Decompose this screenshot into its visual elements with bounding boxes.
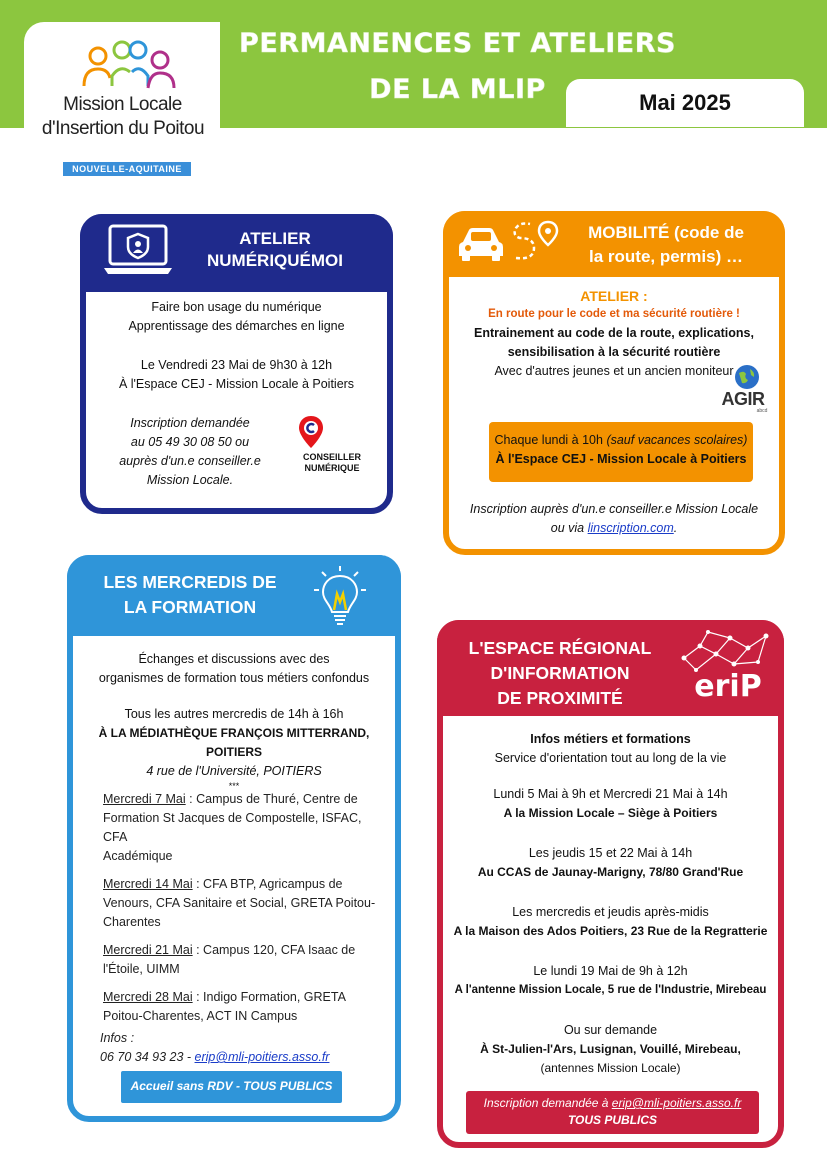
erip-inscription (466, 1095, 759, 1129)
card-formation-title (80, 570, 300, 620)
formation-date-text: : Indigo Formation, GRETA (192, 990, 346, 1004)
card-mobilite-title-line2: la route, permis) … (589, 247, 743, 266)
formation-date-text: : Campus de Thuré, Centre de (185, 792, 358, 806)
erip-session-where: A la Maison des Ados Poitiers, 23 Rue de la Regratterie (453, 924, 768, 938)
formation-date: Mercredi 7 Mai (103, 792, 186, 806)
route-pin-icon (510, 218, 562, 264)
mobilite-inscr-line2 (449, 519, 779, 538)
card-erip-title-line3: DE PROXIMITÉ (497, 688, 623, 708)
badge-line2: NUMÉRIQUE (304, 463, 360, 473)
formation-infos-label: Infos : (100, 1031, 135, 1045)
formation-date-text: : CFA BTP, Agricampus de (192, 877, 343, 891)
erip-desc-line2: Service d'orientation tout au long de la vie (494, 751, 727, 765)
formation-date-text: Formation St Jacques de Compostelle, ISFAC, CFA (103, 811, 362, 844)
mobilite-schedule-main: Chaque lundi à 10h (494, 433, 607, 447)
mobilite-line2: sensibilisation à la sécurité routière (507, 345, 721, 359)
mobilite-atelier-label: ATELIER : (580, 288, 648, 304)
erip-demand-line2: (antennes Mission Locale) (540, 1061, 681, 1075)
logo-text-line1: Mission Locale (63, 94, 182, 115)
region-badge: NOUVELLE-AQUITAINE (63, 162, 191, 176)
erip-desc-line1: Infos métiers et formations (530, 732, 691, 746)
erip-session-when: Les jeudis 15 et 22 Mai à 14h (528, 846, 693, 860)
formation-contact (100, 1048, 390, 1067)
erip-session-where: Au CCAS de Jaunay-Marigny, 78/80 Grand'Rue (477, 865, 744, 879)
numerique-inscr-line1: Inscription demandée (130, 416, 250, 430)
formation-date-text: Poitou-Charentes, ACT IN Campus (103, 1009, 298, 1023)
car-icon (457, 222, 505, 262)
list-item (103, 941, 388, 979)
formation-date-text: l'Étoile, UIMM (103, 962, 180, 976)
mobilite-inscr-line1: Inscription auprès d'un.e conseiller.e Mission Locale (469, 502, 759, 516)
lightbulb-icon (310, 562, 370, 630)
formation-public-label: Accueil sans RDV - TOUS PUBLICS (130, 1079, 333, 1093)
erip-session-when: Lundi 5 Mai à 9h et Mercredi 21 Mai à 14h (493, 787, 728, 801)
formation-address: 4 rue de l'Université, POITIERS (146, 764, 322, 778)
card-formation-title-line1: LES MERCREDIS DE (103, 572, 277, 592)
map-pin-icon (298, 415, 324, 449)
formation-separator: *** (228, 781, 240, 791)
numerique-schedule (86, 356, 387, 394)
numerique-place: À l'Espace CEJ - Mission Locale à Poitiers (118, 377, 355, 391)
globe-icon (734, 364, 760, 390)
formation-phone[interactable]: 06 70 34 93 23 - (100, 1050, 195, 1064)
laptop-shield-icon (104, 222, 172, 278)
mobilite-inscription (449, 500, 779, 538)
card-mobilite-title (566, 221, 766, 269)
formation-date: Mercredi 14 Mai (103, 877, 193, 891)
numerique-inscription (100, 414, 280, 490)
list-item (443, 1021, 778, 1078)
mobilite-subtitle: En route pour le code et ma sécurité routière ! (488, 308, 740, 320)
card-erip-title-line1: L'ESPACE RÉGIONAL (468, 638, 652, 658)
erip-session-when: Le lundi 19 Mai de 9h à 12h (533, 964, 688, 978)
list-item (443, 903, 778, 941)
erip-inscr-public: TOUS PUBLICS (567, 1113, 658, 1127)
numerique-inscr-line3: auprès d'un.e conseiller.e (119, 454, 261, 468)
erip-demand-label: Ou sur demande (563, 1023, 658, 1037)
formation-description (73, 650, 395, 688)
erip-inscr-prefix: Inscription demandée à (483, 1096, 612, 1110)
erip-inscr-line1 (466, 1095, 759, 1112)
list-item (103, 790, 388, 866)
numerique-inscr-line4: Mission Locale. (146, 473, 234, 487)
erip-demand-line1: À St-Julien-l'Ars, Lusignan, Vouillé, Mirebeau, (480, 1042, 741, 1056)
mobilite-line3: Avec d'autres jeunes et un ancien moniteur (494, 364, 734, 378)
formation-place: À LA MÉDIATHÈQUE FRANÇOIS MITTERRAND, POITIERS (98, 726, 370, 759)
mobilite-schedule-note: (sauf vacances scolaires) (606, 433, 748, 447)
card-numerique-title-line1: ATELIER (239, 229, 311, 248)
card-numerique-title-line2: NUMÉRIQUÉMOI (207, 251, 343, 270)
page-title-line2: DE LA MLIP (369, 74, 546, 105)
card-formation-title-line2: LA FORMATION (123, 597, 257, 617)
mobilite-description (449, 324, 779, 381)
mobilite-inscription-link[interactable]: linscription.com (587, 521, 674, 535)
numerique-desc-line1: Faire bon usage du numérique (151, 300, 322, 314)
list-item (103, 988, 388, 1026)
card-erip-title (445, 636, 675, 711)
mobilite-inscr-suffix: . (673, 521, 678, 535)
formation-schedule-line: Tous les autres mercredis de 14h à 16h (124, 707, 344, 721)
formation-date: Mercredi 28 Mai (103, 990, 193, 1004)
erip-email-link[interactable]: erip@mli-poitiers.asso.fr (611, 1096, 742, 1110)
erip-description (443, 730, 778, 768)
numerique-date: Le Vendredi 23 Mai de 9h30 à 12h (140, 358, 333, 372)
formation-schedule (73, 705, 395, 791)
agir-logo: AGIR (721, 389, 765, 409)
formation-infos (100, 1029, 390, 1067)
conseiller-numerique-badge (290, 452, 374, 474)
formation-date: Mercredi 21 Mai (103, 943, 193, 957)
logo-text-line2: d'Insertion du Poitou (41, 118, 205, 139)
mobilite-inscr-prefix: ou via (550, 521, 588, 535)
month-label: Mai 2025 (639, 90, 731, 115)
card-erip-title-line2: D'INFORMATION (490, 663, 630, 683)
mobilite-line1: Entrainement au code de la route, explications, (474, 326, 754, 340)
people-logo-icon (80, 36, 180, 96)
formation-date-text: Venours, CFA Sanitaire et Social, GRETA Poitou- (103, 896, 376, 910)
formation-email-link[interactable]: erip@mli-poitiers.asso.fr (194, 1050, 330, 1064)
numerique-inscr-line2[interactable]: au 05 49 30 08 50 ou (130, 435, 250, 449)
badge-line1: CONSEILLER (302, 452, 361, 462)
agir-logo-sub: abcd (756, 408, 768, 414)
erip-sessions (443, 785, 778, 1078)
list-item (443, 785, 778, 823)
erip-session-when: Les mercredis et jeudis après-midis (512, 905, 709, 919)
erip-session-where: A la Mission Locale – Siège à Poitiers (503, 806, 718, 820)
formation-desc-line2: organismes de formation tous métiers confondus (98, 671, 370, 685)
list-item (443, 962, 778, 1000)
mobilite-schedule-place: À l'Espace CEJ - Mission Locale à Poitiers (495, 452, 747, 466)
list-item (443, 844, 778, 882)
formation-desc-line1: Échanges et discussions avec des (138, 652, 330, 666)
card-numerique-title (190, 228, 360, 272)
formation-date-text: : Campus 120, CFA Isaac de (192, 943, 356, 957)
numerique-description (86, 298, 387, 336)
mobilite-schedule-line1 (489, 431, 753, 450)
formation-date-list (103, 790, 388, 1026)
numerique-desc-line2: Apprentissage des démarches en ligne (128, 319, 345, 333)
page-title-line1: PERMANENCES ET ATELIERS (239, 28, 676, 59)
formation-date-text: Académique (103, 849, 173, 863)
erip-session-where: A l'antenne Mission Locale, 5 rue de l'Industrie, Mirebeau (454, 984, 767, 996)
list-item (103, 875, 388, 932)
card-mobilite-title-line1: MOBILITÉ (code de (588, 223, 744, 242)
formation-date-text: Charentes (103, 915, 161, 929)
erip-logo: eriP (694, 669, 762, 704)
mobilite-schedule (489, 431, 753, 469)
